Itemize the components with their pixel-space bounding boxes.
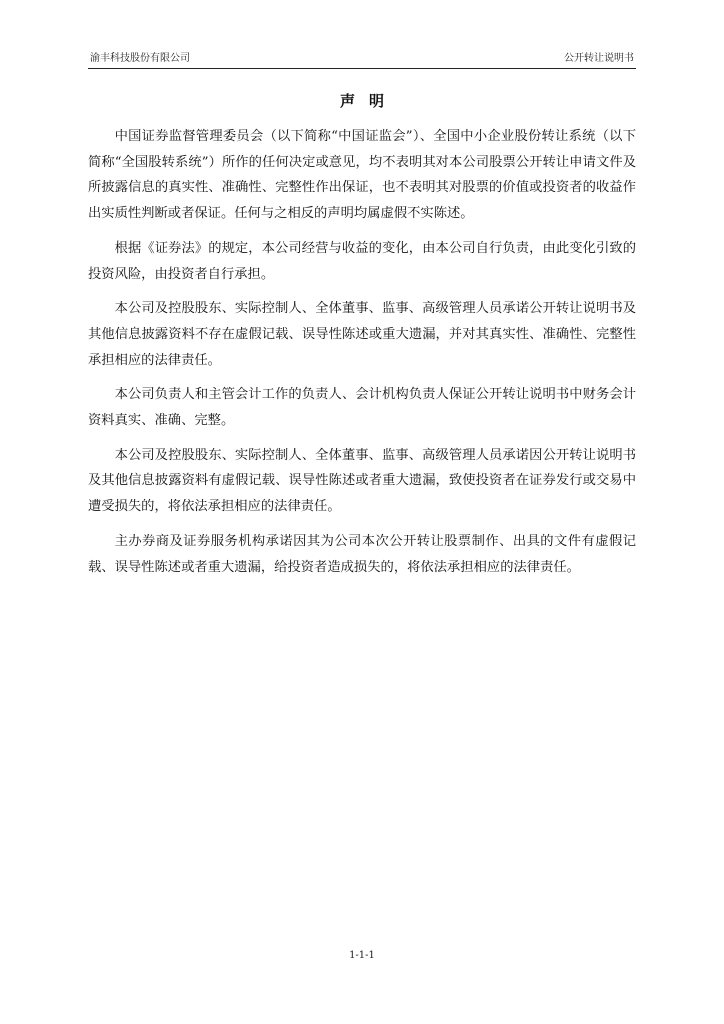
paragraph-liability-commitment: 本公司及控股股东、实际控制人、全体董事、监事、高级管理人员承诺因公开转让说明书及其他信息披露资料有虚假记载、误导性陈述或者重大遗漏，致使投资者在证券发行或交易中遭受损失的，将依法承担相应的法律责任。 [88,447,636,515]
page-title: 声明 [339,92,398,110]
page-header [88,50,636,69]
paragraph-investment-risk: 根据《证券法》的规定，本公司经营与收益的变化，由本公司自行负责，由此变化引致的投资风险，由投资者自行承担。 [88,240,636,282]
paragraph-disclosure-commitment: 本公司及控股股东、实际控制人、全体董事、监事、高级管理人员承诺公开转让说明书及其他信息披露资料不存在虚假记载、误导性陈述或重大遗漏，并对其真实性、准确性、完整性承担相应的法律责任。 [88,301,636,368]
declaration-body [88,124,636,589]
paragraph-broker-commitment: 主办券商及证券服务机构承诺因其为公司本次公开转让股票制作、出具的文件有虚假记载、误导性陈述或者重大遗漏，给投资者造成损失的，将依法承担相应的法律责任。 [88,533,636,575]
paragraph-financial-guarantee: 本公司负责人和主管会计工作的负责人、会计机构负责人保证公开转让说明书中财务会计资料真实、准确、完整。 [88,387,636,429]
header-document-type: 公开转让说明书 [564,53,634,64]
header-company-name: 渝丰科技股份有限公司 [90,53,190,64]
page-number: 1-1-1 [349,950,375,961]
paragraph-regulator-disclaimer: 中国证券监督管理委员会（以下简称“中国证监会”）、全国中小企业股份转让系统（以下简称“全国股转系统”）所作的任何决定或意见，均不表明其对本公司股票公开转让申请文件及所披露信息的真实性、准确性、完整性作出保证，也不表明其对股票的价值或投资者的收益作出实质性判断或者保证。任何与之相反的声明均属虚假不实陈述。 [88,129,636,222]
